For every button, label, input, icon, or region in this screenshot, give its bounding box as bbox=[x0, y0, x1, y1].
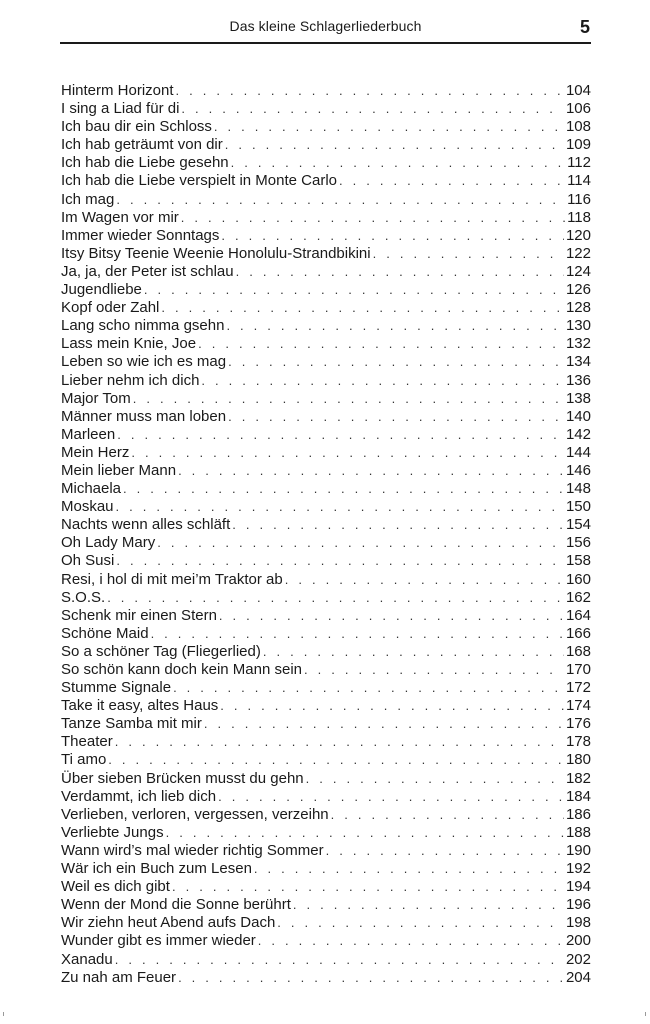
toc-dot-leader bbox=[161, 299, 564, 317]
toc-dot-leader bbox=[133, 390, 564, 408]
toc-entry bbox=[61, 390, 591, 408]
toc-entry-title: Im Wagen vor mir bbox=[61, 208, 179, 226]
toc-dot-leader bbox=[232, 516, 564, 534]
toc-dot-leader bbox=[258, 932, 564, 950]
toc-dot-leader bbox=[285, 571, 564, 589]
toc-entry-title: Mein Herz bbox=[61, 443, 130, 461]
toc-entry-page: 190 bbox=[565, 841, 591, 859]
toc-entry-page: 174 bbox=[565, 697, 591, 715]
toc-entry-page: 156 bbox=[565, 534, 591, 552]
toc-entry-title: Ich hab geträumt von dir bbox=[61, 136, 223, 154]
toc-entry-title: Kopf oder Zahl bbox=[61, 299, 160, 317]
toc-entry-title: Wann wird’s mal wieder richtig Sommer bbox=[61, 841, 324, 859]
toc-entry-page: 108 bbox=[565, 118, 591, 136]
toc-entry-page: 184 bbox=[565, 787, 591, 805]
toc-entry-page: 136 bbox=[565, 371, 591, 389]
toc-entry-title: Lieber nehm ich dich bbox=[61, 371, 200, 389]
toc-entry-title: Nachts wenn alles schläft bbox=[61, 516, 231, 534]
toc-entry-title: Hinterm Horizont bbox=[61, 82, 174, 99]
toc-entry bbox=[61, 335, 591, 353]
toc-entry-page: 176 bbox=[565, 715, 591, 733]
toc-dot-leader bbox=[277, 914, 564, 932]
toc-dot-leader bbox=[228, 353, 564, 371]
toc-entry-page: 192 bbox=[565, 860, 591, 878]
toc-entry-title: Immer wieder Sonntags bbox=[61, 226, 220, 244]
toc-dot-leader bbox=[172, 878, 564, 896]
toc-entry-title: Tanze Samba mit mir bbox=[61, 715, 202, 733]
toc-entry bbox=[61, 715, 591, 733]
toc-entry-page: 109 bbox=[565, 136, 591, 154]
toc-entry-title: Theater bbox=[61, 733, 113, 751]
toc-entry bbox=[61, 679, 591, 697]
toc-entry-page: 122 bbox=[565, 244, 591, 262]
toc-entry bbox=[61, 408, 591, 426]
toc-entry-title: Resi, i hol di mit mei’m Traktor ab bbox=[61, 570, 283, 588]
toc-entry-title: Lass mein Knie, Joe bbox=[61, 335, 197, 353]
toc-entry-page: 180 bbox=[565, 751, 591, 769]
toc-entry-title: So a schöner Tag (Fliegerlied) bbox=[61, 642, 261, 660]
toc-dot-leader bbox=[116, 498, 564, 516]
toc-dot-leader bbox=[306, 770, 564, 788]
toc-dot-leader bbox=[219, 607, 564, 625]
toc-entry-title: Über sieben Brücken musst du gehn bbox=[61, 769, 304, 787]
toc-entry-page: 198 bbox=[565, 914, 591, 932]
toc-entry bbox=[61, 118, 591, 136]
toc-entry-page: 146 bbox=[565, 461, 591, 479]
toc-dot-leader bbox=[108, 751, 564, 769]
toc-entry-title: Leben so wie ich es mag bbox=[61, 353, 227, 371]
toc-entry-title: Ich bau dir ein Schloss bbox=[61, 118, 212, 136]
toc-entry-title: So schön kann doch kein Mann sein bbox=[61, 661, 302, 678]
toc-entry-page: 200 bbox=[565, 932, 591, 950]
toc-entry-page: 128 bbox=[565, 299, 591, 317]
toc-entry-title: Oh Susi bbox=[61, 552, 115, 570]
toc-entry-page: 172 bbox=[565, 679, 591, 697]
toc-entry bbox=[61, 951, 591, 969]
toc-entry bbox=[61, 426, 591, 444]
toc-entry-title: Ich hab die Liebe gesehn bbox=[61, 154, 229, 172]
toc-dot-leader bbox=[115, 733, 564, 751]
toc-entry-title: Verlieben, verloren, vergessen, verzeihn bbox=[61, 805, 329, 823]
toc-entry-title: Wär ich ein Buch zum Lesen bbox=[61, 860, 252, 878]
toc-entry-title: Major Tom bbox=[61, 389, 131, 407]
toc-entry bbox=[61, 733, 591, 751]
toc-entry-page: 132 bbox=[565, 335, 591, 353]
toc-entry-title: Ich mag bbox=[61, 190, 115, 208]
toc-dot-leader bbox=[226, 317, 564, 335]
toc-entry bbox=[61, 516, 591, 534]
toc-entry-page: 194 bbox=[565, 878, 591, 896]
toc-dot-leader bbox=[220, 697, 564, 715]
toc-entry-title: Ja, ja, der Peter ist schlau bbox=[61, 262, 234, 280]
toc-entry-title: Xanadu bbox=[61, 950, 113, 968]
toc-entry-page: 178 bbox=[565, 733, 591, 751]
toc-entry bbox=[61, 227, 591, 245]
toc-entry bbox=[61, 643, 591, 661]
toc-dot-leader bbox=[221, 227, 564, 245]
toc-entry bbox=[61, 534, 591, 552]
toc-entry-title: Ich hab die Liebe verspielt in Monte Carlo bbox=[61, 172, 337, 190]
toc-entry-page: 140 bbox=[565, 407, 591, 425]
toc-entry-page: 166 bbox=[565, 624, 591, 642]
toc-entry-title: Weil es dich gibt bbox=[61, 878, 170, 896]
toc-entry-page: 106 bbox=[565, 100, 591, 118]
toc-entry bbox=[61, 263, 591, 281]
toc-entry-title: Verliebte Jungs bbox=[61, 823, 164, 841]
toc-entry-page: 126 bbox=[565, 281, 591, 299]
toc-entry-page: 138 bbox=[565, 389, 591, 407]
toc-entry-page: 114 bbox=[567, 172, 591, 190]
toc-dot-leader bbox=[293, 896, 564, 914]
toc-entry-page: 196 bbox=[565, 896, 591, 914]
toc-dot-leader bbox=[304, 661, 564, 679]
toc-dot-leader bbox=[263, 643, 564, 661]
toc-dot-leader bbox=[236, 263, 564, 281]
toc-dot-leader bbox=[228, 408, 564, 426]
toc-entry bbox=[61, 245, 591, 263]
toc-entry-title: I sing a Liad für di bbox=[61, 100, 180, 118]
toc-entry-title: Jugendliebe bbox=[61, 281, 142, 299]
toc-dot-leader bbox=[157, 534, 564, 552]
toc-entry bbox=[61, 191, 591, 209]
toc-entry bbox=[61, 498, 591, 516]
toc-entry bbox=[61, 480, 591, 498]
toc-entry bbox=[61, 317, 591, 335]
toc-dot-leader bbox=[181, 100, 564, 118]
crop-mark-bottom-right bbox=[645, 1012, 650, 1016]
toc-dot-leader bbox=[198, 335, 564, 353]
toc-entry bbox=[61, 860, 591, 878]
toc-dot-leader bbox=[254, 860, 564, 878]
toc-entry-title: Michaela bbox=[61, 480, 122, 498]
toc-entry-title: Ti amo bbox=[61, 751, 107, 769]
toc-entry-page: 168 bbox=[565, 642, 591, 660]
toc-entry-page: 148 bbox=[565, 480, 591, 498]
toc-entry bbox=[61, 896, 591, 914]
toc-entry-page: 144 bbox=[565, 443, 591, 461]
toc-entry bbox=[61, 842, 591, 860]
toc-entry bbox=[61, 209, 591, 227]
toc-entry bbox=[61, 824, 591, 842]
toc-entry-title: Wunder gibt es immer wieder bbox=[61, 932, 256, 950]
toc-entry-title: Oh Lady Mary bbox=[61, 534, 156, 552]
toc-dot-leader bbox=[214, 118, 564, 136]
toc-entry-title: Itsy Bitsy Teenie Weenie Honolulu-Strandbikini bbox=[61, 244, 371, 262]
toc-entry bbox=[61, 100, 591, 118]
toc-dot-leader bbox=[178, 969, 564, 987]
toc-entry bbox=[61, 607, 591, 625]
toc-entry-title: Lang scho nimma gsehn bbox=[61, 317, 225, 335]
toc-entry-page: 188 bbox=[565, 823, 591, 841]
toc-entry-page: 170 bbox=[565, 661, 591, 678]
page-number: 5 bbox=[579, 17, 590, 37]
toc-entry-page: 204 bbox=[565, 968, 591, 986]
toc-entry bbox=[61, 751, 591, 769]
table-of-contents bbox=[61, 82, 591, 987]
toc-entry bbox=[61, 625, 591, 643]
toc-dot-leader bbox=[339, 172, 565, 190]
toc-dot-leader bbox=[176, 82, 564, 100]
toc-dot-leader bbox=[166, 824, 564, 842]
toc-entry-page: 160 bbox=[565, 570, 591, 588]
toc-entry bbox=[61, 372, 591, 390]
toc-entry bbox=[61, 697, 591, 715]
toc-dot-leader bbox=[107, 589, 564, 607]
toc-entry bbox=[61, 914, 591, 932]
toc-entry-page: 142 bbox=[565, 425, 591, 443]
toc-entry-title: Marleen bbox=[61, 425, 116, 443]
toc-dot-leader bbox=[116, 552, 564, 570]
toc-entry-title: Schenk mir einen Stern bbox=[61, 606, 217, 624]
toc-entry bbox=[61, 788, 591, 806]
toc-entry bbox=[61, 878, 591, 896]
toc-entry bbox=[61, 806, 591, 824]
toc-entry-title: Take it easy, altes Haus bbox=[61, 697, 219, 715]
toc-entry bbox=[61, 154, 591, 172]
toc-dot-leader bbox=[178, 462, 564, 480]
toc-dot-leader bbox=[204, 715, 564, 733]
toc-entry bbox=[61, 172, 591, 190]
toc-entry-title: Zu nah am Feuer bbox=[61, 968, 177, 986]
toc-dot-leader bbox=[225, 136, 564, 154]
toc-entry bbox=[61, 969, 591, 987]
toc-entry-page: 130 bbox=[565, 317, 591, 335]
toc-entry-page: 118 bbox=[567, 208, 591, 226]
toc-entry-page: 158 bbox=[565, 552, 591, 570]
toc-entry-title: Mein lieber Mann bbox=[61, 461, 177, 479]
toc-entry bbox=[61, 299, 591, 317]
toc-entry-page: 134 bbox=[565, 353, 591, 371]
toc-entry-title: S.O.S. bbox=[61, 588, 106, 606]
toc-entry-page: 202 bbox=[565, 950, 591, 968]
toc-dot-leader bbox=[173, 679, 564, 697]
toc-entry bbox=[61, 462, 591, 480]
toc-dot-leader bbox=[331, 806, 564, 824]
toc-dot-leader bbox=[117, 426, 564, 444]
toc-entry-page: 104 bbox=[565, 82, 591, 99]
toc-entry bbox=[61, 571, 591, 589]
toc-dot-leader bbox=[131, 444, 564, 462]
toc-entry bbox=[61, 136, 591, 154]
toc-dot-leader bbox=[116, 191, 565, 209]
toc-entry-title: Stumme Signale bbox=[61, 679, 172, 697]
toc-entry-title: Verdammt, ich lieb dich bbox=[61, 787, 217, 805]
toc-entry-title: Wir ziehn heut Abend aufs Dach bbox=[61, 914, 276, 932]
toc-dot-leader bbox=[201, 372, 564, 390]
toc-entry-page: 120 bbox=[565, 226, 591, 244]
toc-entry bbox=[61, 82, 591, 100]
toc-entry bbox=[61, 281, 591, 299]
toc-entry-page: 186 bbox=[565, 805, 591, 823]
toc-entry bbox=[61, 589, 591, 607]
toc-entry-page: 182 bbox=[565, 769, 591, 787]
toc-entry-page: 164 bbox=[565, 606, 591, 624]
toc-entry bbox=[61, 353, 591, 371]
toc-dot-leader bbox=[181, 209, 565, 227]
toc-entry bbox=[61, 661, 591, 679]
toc-entry bbox=[61, 444, 591, 462]
toc-dot-leader bbox=[231, 154, 565, 172]
crop-mark-bottom-left bbox=[3, 1012, 8, 1016]
toc-dot-leader bbox=[218, 788, 564, 806]
page-header bbox=[60, 14, 591, 44]
toc-entry-title: Moskau bbox=[61, 498, 114, 516]
toc-dot-leader bbox=[151, 625, 564, 643]
running-title: Das kleine Schlagerliederbuch bbox=[229, 18, 422, 34]
toc-dot-leader bbox=[123, 480, 564, 498]
toc-entry bbox=[61, 932, 591, 950]
toc-dot-leader bbox=[115, 951, 564, 969]
toc-entry-page: 150 bbox=[565, 498, 591, 516]
toc-dot-leader bbox=[373, 245, 564, 263]
toc-entry-title: Schöne Maid bbox=[61, 624, 149, 642]
toc-dot-leader bbox=[326, 842, 564, 860]
toc-entry-page: 116 bbox=[567, 190, 591, 208]
toc-dot-leader bbox=[144, 281, 564, 299]
toc-entry-page: 154 bbox=[565, 516, 591, 534]
toc-entry-title: Männer muss man loben bbox=[61, 407, 227, 425]
toc-entry-page: 124 bbox=[565, 262, 591, 280]
toc-entry bbox=[61, 552, 591, 570]
toc-entry-page: 112 bbox=[567, 154, 591, 172]
toc-entry-page: 162 bbox=[565, 588, 591, 606]
toc-entry-title: Wenn der Mond die Sonne berührt bbox=[61, 896, 291, 914]
toc-entry bbox=[61, 770, 591, 788]
